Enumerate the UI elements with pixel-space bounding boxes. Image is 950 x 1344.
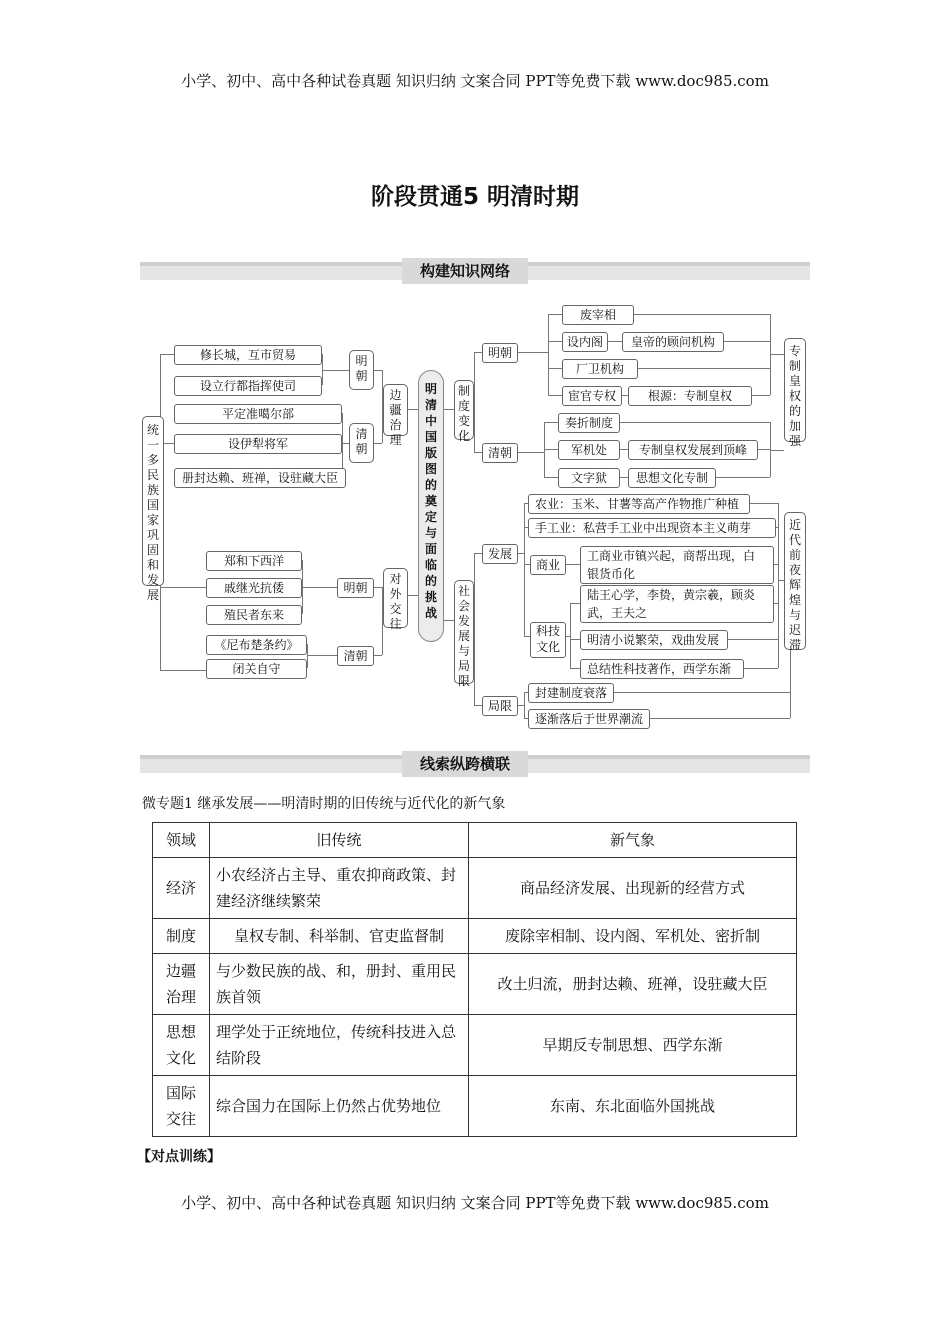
table-header: 领域 [153, 823, 210, 858]
limit-node: 局限 [482, 696, 518, 716]
table-cell: 综合国力在国际上仍然占优势地位 [210, 1076, 469, 1137]
frontier-qing-item: 平定准噶尔部 [174, 404, 342, 424]
table-header: 新气象 [469, 823, 797, 858]
comparison-table [152, 822, 797, 1137]
table-row [153, 858, 797, 919]
table-cell: 废除宰相制、设内阁、军机处、密折制 [469, 919, 797, 954]
frontier-label: 边疆治理 [389, 388, 402, 447]
scitech-text-1: 陆王心学，李贽，黄宗羲，顾炎 [587, 588, 756, 602]
table-cell: 与少数民族的战、和，册封、重用民族首领 [210, 954, 469, 1015]
summary-early-modern-label: 近代前夜辉煌与迟滞 [789, 518, 802, 652]
frontier-qing-label: 清朝 [355, 427, 368, 456]
summary-autocracy-label: 专制皇权的加强 [789, 344, 802, 448]
page-footer: 小学、初中、高中各种试卷真题 知识归纳 文案合同 PPT等免费下载 www.doc985.com [181, 1194, 769, 1212]
limit-item: 逐渐落后于世界潮流 [528, 709, 650, 729]
central-theme-label: 明清中国版图的奠定与面临的挑战 [425, 382, 438, 620]
central-theme [418, 370, 444, 642]
scitech-text-2: 武，王夫之 [587, 606, 648, 620]
system-qing-item: 奏折制度 [558, 413, 620, 433]
table-cell: 早期反专制思想、西学东渐 [469, 1015, 797, 1076]
system-qing-node: 清朝 [482, 443, 518, 463]
page-title: 阶段贯通5 明清时期 [370, 184, 579, 210]
table-cell: 经济 [153, 858, 210, 919]
table-cell: 皇权专制、科举制、官吏监督制 [210, 919, 469, 954]
table-cell: 制度 [153, 919, 210, 954]
root-unification [142, 416, 164, 602]
section-band-clues [140, 755, 810, 773]
limit-item: 封建制度衰落 [528, 683, 614, 703]
summary-autocracy [784, 338, 806, 448]
system-qing-note: 专制皇权发展到顶峰 [628, 440, 758, 460]
foreign-ming-item: 戚继光抗倭 [206, 578, 302, 598]
section-band-knowledge [140, 262, 810, 280]
system-qing-item: 军机处 [558, 440, 620, 460]
system-ming-note: 皇帝的顾问机构 [622, 332, 724, 352]
foreign-ming-node: 明朝 [337, 578, 374, 598]
table-cell: 改土归流，册封达赖、班禅，设驻藏大臣 [469, 954, 797, 1015]
foreign-node [383, 568, 408, 631]
foreign-label: 对外交往 [389, 572, 402, 631]
society-node [454, 580, 474, 688]
system-ming-note: 根源：专制皇权 [628, 386, 752, 406]
table-row [153, 919, 797, 954]
develop-item: 农业：玉米、甘薯等高产作物推广种植 [528, 494, 750, 514]
commerce-text-1: 工商业市镇兴起，商帮出现，白 [587, 549, 756, 563]
system-qing-item: 文字狱 [558, 468, 620, 488]
system-ming-item: 设内阁 [562, 332, 608, 352]
table-cell: 东南、东北面临外国挑战 [469, 1076, 797, 1137]
table-cell: 理学处于正统地位，传统科技进入总结阶段 [210, 1015, 469, 1076]
scitech-item [580, 585, 774, 623]
develop-item: 手工业：私营手工业中出现资本主义萌芽 [528, 518, 776, 538]
system-label: 制度变化 [458, 384, 471, 443]
frontier-ming-item: 修长城，互市贸易 [174, 345, 322, 365]
training-heading: 【对点训练】 [137, 1149, 221, 1165]
foreign-qing-node: 清朝 [337, 646, 374, 666]
page-header: 小学、初中、高中各种试卷真题 知识归纳 文案合同 PPT等免费下载 www.doc985.com [181, 72, 769, 90]
section-title-knowledge: 构建知识网络 [402, 258, 528, 284]
system-ming-node: 明朝 [482, 343, 518, 363]
frontier-ming-label: 明朝 [355, 354, 368, 383]
table-row [153, 1076, 797, 1137]
subtopic-title: 微专题1 继承发展——明清时期的旧传统与近代化的新气象 [142, 796, 506, 812]
develop-node: 发展 [482, 544, 518, 564]
section-title-clues: 线索纵跨横联 [402, 751, 528, 777]
scitech-item: 总结性科技著作，西学东渐 [580, 659, 744, 679]
scitech-node: 科技文化 [530, 622, 566, 658]
commerce-item [580, 546, 774, 584]
table-row [153, 1015, 797, 1076]
table-cell: 思想文化 [153, 1015, 210, 1076]
frontier-node [383, 384, 408, 447]
foreign-ming-item: 殖民者东来 [206, 605, 302, 625]
summary-early-modern [784, 512, 806, 650]
commerce-text-2: 银货币化 [587, 567, 636, 581]
frontier-ming-item: 设立行都指挥使司 [174, 376, 322, 396]
foreign-qing-item: 闭关自守 [206, 659, 307, 679]
table-row [153, 954, 797, 1015]
table-cell: 商品经济发展、出现新的经营方式 [469, 858, 797, 919]
table-cell: 国际交往 [153, 1076, 210, 1137]
scitech-item: 明清小说繁荣，戏曲发展 [580, 630, 728, 650]
foreign-qing-item: 《尼布楚条约》 [206, 635, 307, 655]
table-header-row [153, 823, 797, 858]
system-ming-item: 厂卫机构 [562, 359, 638, 379]
system-qing-note: 思想文化专制 [628, 468, 716, 488]
frontier-qing-item: 设伊犁将军 [174, 434, 342, 454]
table-header: 旧传统 [210, 823, 469, 858]
frontier-ming-node [349, 350, 374, 390]
table-cell: 边疆治理 [153, 954, 210, 1015]
system-node [454, 380, 474, 443]
frontier-qing-item: 册封达赖、班禅，设驻藏大臣 [174, 468, 346, 488]
root-unification-label: 统一多民族国家巩固和发展 [147, 423, 160, 602]
system-ming-item: 宦官专权 [562, 386, 622, 406]
foreign-ming-item: 郑和下西洋 [206, 551, 302, 571]
commerce-node: 商业 [530, 555, 566, 575]
society-label: 社会发展与局限 [458, 584, 471, 688]
table-cell: 小农经济占主导、重农抑商政策、封建经济继续繁荣 [210, 858, 469, 919]
system-ming-item: 废宰相 [562, 305, 634, 325]
frontier-qing-node [349, 423, 374, 463]
